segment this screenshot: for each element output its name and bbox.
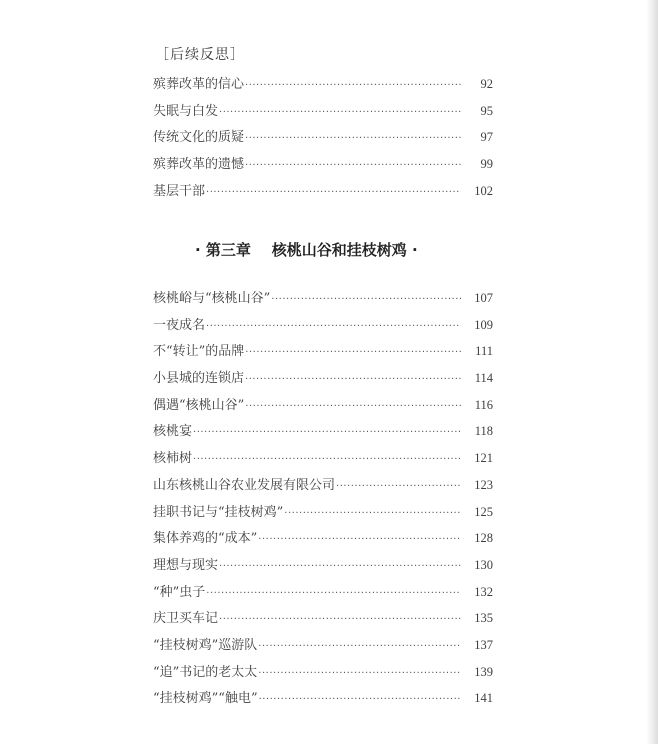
toc-entry-page: 102 [474,183,493,198]
toc-entry-title: 小县城的连锁店 [153,371,245,387]
toc-entry[interactable] [153,528,493,555]
toc-entry-title: 基层干部 [153,183,206,199]
toc-entry[interactable] [153,127,493,154]
toc-entry[interactable] [153,288,493,315]
toc-entry-title: 殡葬改革的信心 [153,77,245,92]
toc-entry-page: 128 [474,531,493,546]
toc-entry-title: 挂职书记与“挂枝树鸡” [153,504,284,520]
toc-entry[interactable] [153,101,493,128]
dot-leader [219,557,461,577]
toc-entry-page: 130 [474,557,493,572]
toc-entry-page: 97 [480,130,493,145]
toc-entry-page: 135 [474,611,493,626]
toc-entry-title: “追”书记的老太太 [153,664,258,680]
toc-entry-page: 114 [474,371,493,386]
toc-entry-page: 116 [474,397,493,412]
dot-leader [259,690,461,710]
toc-entry-page: 123 [474,477,493,492]
toc-entry-page: 125 [474,504,493,519]
toc-entry-page: 132 [474,584,493,599]
dot-leader [219,610,461,630]
toc-entry-title: 失眠与白发 [153,103,219,119]
toc-entry[interactable] [153,421,493,448]
dot-leader [258,530,461,550]
toc-entry[interactable] [153,154,493,181]
toc-entry-page: 92 [480,77,493,91]
dot-leader [245,156,461,176]
page-edge-shadow [646,0,658,744]
toc-entry-title: 庆卫买车记 [153,611,219,627]
toc-entry-title: 一夜成名 [153,317,206,333]
dot-leader [271,290,461,310]
dot-leader [258,637,461,657]
dot-leader [219,103,461,123]
toc-entry[interactable] [153,181,493,208]
toc-entry[interactable] [153,341,493,368]
toc-entry-title: 殡葬改革的遗憾 [153,157,245,173]
dot-leader [193,450,461,470]
toc-entry-title: 集体养鸡的“成本” [153,531,258,547]
toc-entry[interactable] [153,395,493,422]
toc-entry-title: “种”虫子 [153,584,206,600]
dot-leader [206,183,461,203]
toc-entry[interactable] [153,582,493,609]
toc-entry-page: 137 [474,637,493,652]
toc-entry-page: 141 [474,691,493,706]
dot-leader [193,423,461,443]
dot-leader [245,370,461,390]
toc-entry-page: 95 [480,103,493,118]
toc-entry[interactable] [153,475,493,502]
toc-entry[interactable] [153,555,493,582]
toc-entry[interactable] [153,502,493,529]
toc-entry[interactable] [153,448,493,475]
dot-leader [245,76,461,96]
section-heading: ［后续反思］ [155,47,245,63]
toc-entry-title: 核桃宴 [153,424,193,440]
toc-entry-page: 118 [474,424,493,439]
toc-entry-title: 不“转让”的品牌 [153,344,245,360]
toc-entry[interactable] [153,662,493,689]
dot-leader [245,397,461,417]
dot-leader [245,129,461,149]
chapter-title: · 第三章 核桃山谷和挂枝树鸡 · [195,241,418,259]
dot-leader [206,317,461,337]
toc-entry-title: 核桃峪与“核桃山谷” [153,291,271,306]
toc-entry[interactable] [153,688,493,715]
toc-entry-title: 传统文化的质疑 [153,130,245,146]
dot-leader [258,664,461,684]
toc-entry[interactable] [153,368,493,395]
dot-leader [284,504,461,524]
toc-entry-page: 107 [474,291,493,305]
dot-leader [206,584,461,604]
dot-leader [336,477,461,497]
toc-list-chapter-3 [153,288,493,715]
toc-entry[interactable] [153,635,493,662]
toc-entry[interactable] [153,315,493,342]
toc-entry-title: “挂枝树鸡”巡游队 [153,637,258,653]
toc-list-reflection [153,74,493,207]
dot-leader [245,343,461,363]
toc-entry-page: 139 [474,664,493,679]
toc-entry-page: 111 [475,344,493,359]
toc-entry-title: 偶遇“核桃山谷” [153,397,245,413]
toc-entry-title: “挂枝树鸡”“触电” [153,691,258,707]
toc-entry-page: 121 [474,451,493,466]
toc-entry-title: 核柿树 [153,451,193,467]
toc-entry-page: 99 [480,157,493,172]
toc-entry-page: 109 [474,317,493,332]
toc-entry-title: 理想与现实 [153,557,219,573]
toc-entry-title: 山东核桃山谷农业发展有限公司 [153,477,336,493]
toc-entry[interactable] [153,74,493,101]
toc-entry[interactable] [153,608,493,635]
